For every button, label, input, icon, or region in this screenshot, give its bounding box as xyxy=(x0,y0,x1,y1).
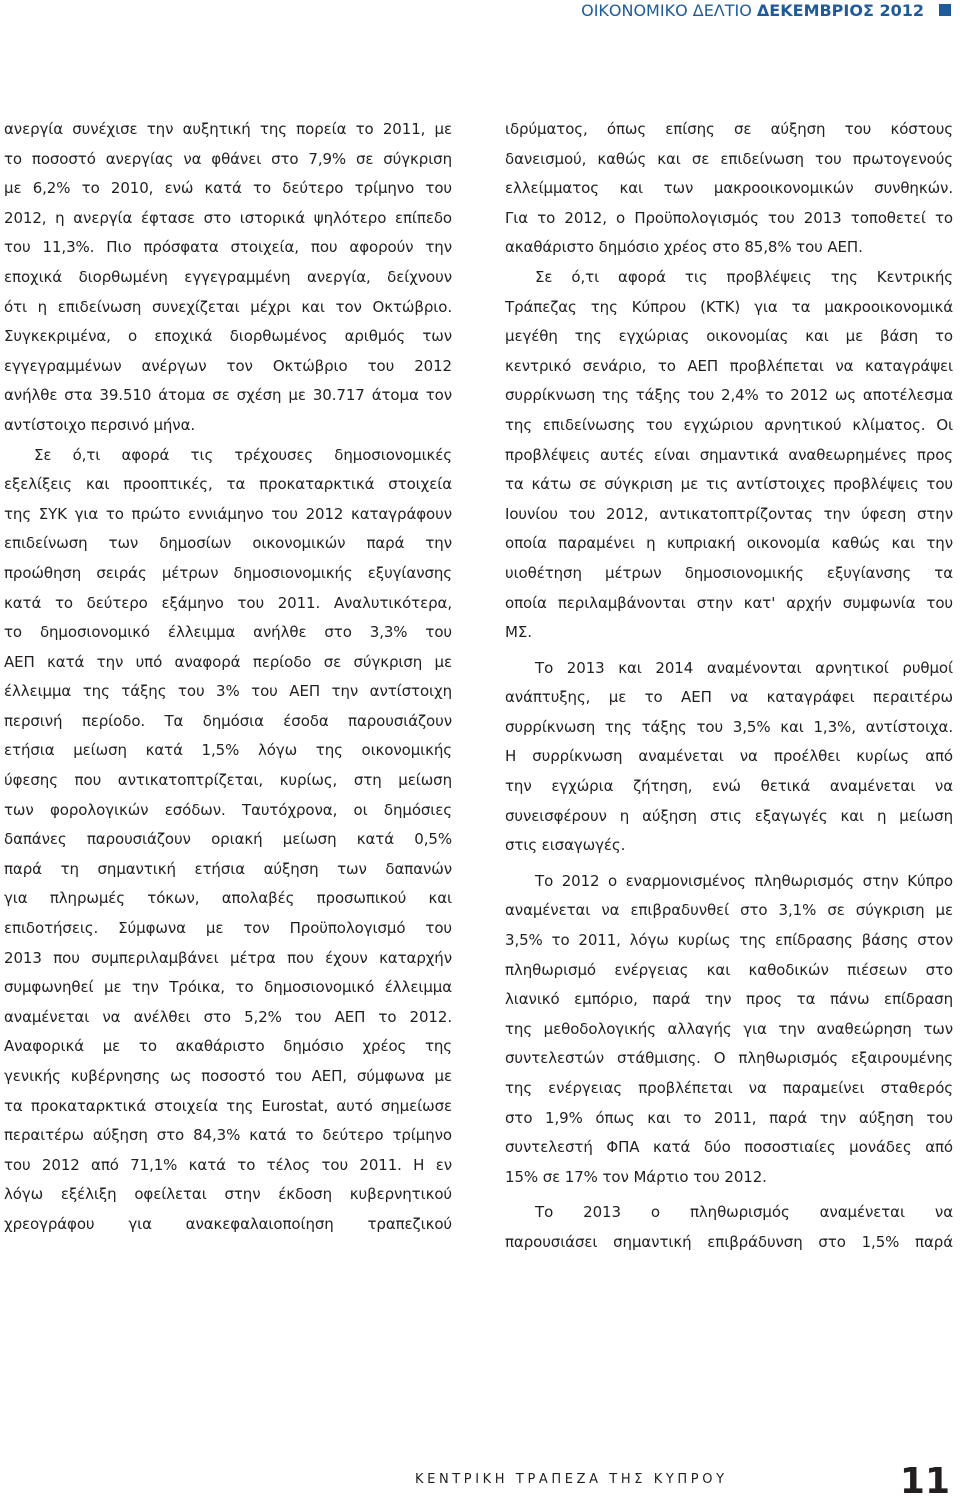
text-line: συρρίκνωση της τάξης του 2,4% το 2012 ως αποτέλεσμα xyxy=(505,386,953,405)
text-line: το ποσοστό ανεργίας να φθάνει στο 7,9% σε σύγκριση xyxy=(4,149,452,168)
text-line: στο 1,9% όπως και το 2011, παρά την αύξηση του xyxy=(505,1108,953,1127)
text-line: Συγκεκριμένα, ο εποχικά διορθωμένος αριθμός των xyxy=(4,327,452,346)
text-line: ΜΣ. xyxy=(505,623,532,642)
text-line: την εγχώρια ζήτηση, ενώ θετικά αναμένεται να xyxy=(505,777,953,796)
text-line: της ενέργειας προβλέπεται να παραμείνει σταθερός xyxy=(505,1079,953,1097)
footer-publisher: ΚΕΝΤΡΙΚΗ ΤΡΑΠΕΖΑ ΤΗΣ ΚΥΠΡΟΥ xyxy=(415,1472,728,1487)
text-line: αντίστοιχο περσινό μήνα. xyxy=(4,415,196,434)
text-line: ότι η επιδείνωση συνεχίζεται μέχρι και τον Οκτώβριο. xyxy=(4,297,452,316)
text-line: Το 2013 ο πληθωρισμός αναμένεται να xyxy=(535,1203,953,1222)
left-text-column xyxy=(4,115,452,1240)
text-line: δαπάνες παρουσιάζουν οριακή μείωση κατά 0,5% xyxy=(4,830,452,849)
text-line: του 2012 από 71,1% κατά το τέλος του 2011. Η εν xyxy=(4,1155,452,1174)
text-line: επιδοτήσεις. Σύμφωνα με τον Προϋπολογισμό του xyxy=(4,919,452,938)
text-line: επιδείνωση των δημοσίων οικονομικών παρά την xyxy=(4,534,452,553)
text-line: αναμένεται να επιβραδυνθεί στο 3,1% σε σύγκριση με xyxy=(505,901,953,920)
text-line: Σε ό,τι αφορά τις τρέχουσες δημοσιονομικές xyxy=(34,445,452,464)
text-line: λόγω εξέλιξη οφείλεται στην έκδοση κυβερνητικού xyxy=(4,1185,452,1204)
text-line: Τράπεζας της Κύπρου (ΚΤΚ) για τα μακροοικονομικά xyxy=(505,297,953,316)
text-line: αναμένεται να ανέλθει στο 5,2% του ΑΕΠ το 2012. xyxy=(4,1007,452,1026)
text-line: πληθωρισμό ενέργειας και καθοδικών πιέσεων στο xyxy=(505,960,953,979)
text-line: περσινή περίοδο. Τα δημόσια έσοδα παρουσιάζουν xyxy=(4,711,452,730)
right-text-column xyxy=(505,115,953,1258)
text-line: τα κάτω σε σύγκριση με τις αντίστοιχες προβλέψεις του xyxy=(505,475,953,494)
text-line: ανεργία συνέχισε την αυξητική της πορεία το 2011, με xyxy=(4,120,452,138)
text-line: στις εισαγωγές. xyxy=(505,836,626,855)
text-line: συντελεστών στάθμισης. Ο πληθωρισμός εξαιρουμένης xyxy=(505,1049,953,1068)
text-line: ανήλθε στα 39.510 άτομα σε σχέση με 30.717 άτομα τον xyxy=(4,386,452,405)
text-line: μεγέθη της εγχώριας οικονομίας και με βάση το xyxy=(505,327,953,346)
text-line: υιοθέτηση μέτρων δημοσιονομικής εξυγίανσης τα xyxy=(505,563,953,582)
text-line: 3,5% το 2011, λόγω κυρίως της επίδρασης βάσης στον xyxy=(505,931,953,950)
text-line: προώθηση σειράς μέτρων δημοσιονομικής εξυγίανσης xyxy=(4,563,452,582)
text-line: της ΣΥΚ για το πρώτο εννιάμηνο του 2012 καταγράφουν xyxy=(4,504,452,523)
text-line: Η συρρίκνωση αναμένεται να προέλθει κυρίως από xyxy=(505,747,953,766)
text-line: παρουσιάσει σημαντική επιβράδυνση στο 1,5% παρά xyxy=(505,1232,953,1251)
header-title xyxy=(581,1,924,21)
text-line: Αναφορικά με το ακαθάριστο δημόσιο χρέος της xyxy=(4,1037,452,1056)
text-line: του 11,3%. Πιο πρόσφατα στοιχεία, που αφορούν την xyxy=(4,238,452,257)
text-line: Σε ό,τι αφορά τις προβλέψεις της Κεντρικής xyxy=(535,267,953,286)
text-line: κεντρικό σενάριο, το ΑΕΠ προβλέπεται να καταγράψει xyxy=(505,356,953,375)
text-line: Ιουνίου του 2012, αντικατοπτρίζοντας την ύφεση στην xyxy=(505,504,953,523)
text-line: συνεισφέρουν η αύξηση στις εξαγωγές και η μείωση xyxy=(505,806,953,825)
page-header xyxy=(0,0,960,24)
text-line: 2012, η ανεργία έφτασε στο ιστορικά ψηλότερο επίπεδο xyxy=(4,208,452,227)
text-line: προβλέψεις αυτές είναι σημαντικά αναθεωρημένες προς xyxy=(505,445,953,464)
text-line: συρρίκνωση της τάξης του 3,5% και 1,3%, αντίστοιχα. xyxy=(505,717,953,736)
text-line: ετήσια μείωση κατά 1,5% λόγω της οικονομικής xyxy=(4,741,452,760)
text-line: ανάπτυξης, με το ΑΕΠ να καταγράφει περαιτέρω xyxy=(505,688,953,707)
text-line: εξελίξεις και προοπτικές, τα προκαταρκτικά στοιχεία xyxy=(4,475,452,494)
text-line: το δημοσιονομικό έλλειμμα ανήλθε στο 3,3% του xyxy=(4,623,452,642)
text-line: της μεθοδολογικής αλλαγής για την αναθεώρηση των xyxy=(505,1019,953,1038)
text-line: συμφωνηθεί με την Τρόικα, το δημοσιονομικό έλλειμμα xyxy=(4,978,452,997)
text-line: Το 2012 ο εναρμονισμένος πληθωρισμός στην Κύπρο xyxy=(535,871,953,890)
text-line: ύφεσης που αντικατοπτρίζεται, κυρίως, στη μείωση xyxy=(4,771,452,790)
text-line: συντελεστή ΦΠΑ κατά δύο ποσοστιαίες μονάδες από xyxy=(505,1138,953,1157)
header-publication: ΟΙΚΟΝΟΜΙΚΟ ΔΕΛΤΙΟ xyxy=(581,1,757,20)
text-line: έλλειμμα της τάξης του 3% του ΑΕΠ την αντίστοιχη xyxy=(4,682,452,701)
text-line: χρεογράφου για ανακεφαλαιοποίηση τραπεζικού xyxy=(4,1214,452,1233)
text-line: εποχικά διορθωμένη εγγεγραμμένη ανεργία, δείχνουν xyxy=(4,267,452,286)
text-line: ακαθάριστο δημόσιο χρέος στο 85,8% του ΑΕΠ. xyxy=(505,238,863,257)
text-line: Για το 2012, ο Προϋπολογισμός του 2013 τοποθετεί το xyxy=(505,208,953,227)
text-line: οποία παραμένει η κυπριακή οικονομία καθώς και την xyxy=(505,534,953,553)
text-line: περαιτέρω αύξηση στο 84,3% κατά το δεύτερο τρίμηνο xyxy=(4,1126,452,1145)
text-line: με 6,2% το 2010, ενώ κατά το δεύτερο τρίμηνο του xyxy=(4,179,452,198)
text-line: για πληρωμές τόκων, απολαβές προσωπικού και xyxy=(4,889,452,908)
text-line: της επιδείνωσης του εγχώριου αρνητικού κλίματος. Οι xyxy=(505,415,953,434)
page-number: 11 xyxy=(899,1461,950,1502)
text-line: 15% σε 17% τον Μάρτιο του 2012. xyxy=(505,1167,767,1186)
header-square-marker xyxy=(939,4,951,16)
text-line: τα προκαταρκτικά στοιχεία της Eurostat, αυτό σημείωσε xyxy=(4,1096,452,1115)
text-line: 2013 που συμπεριλαμβάνει μέτρα που έχουν καταρχήν xyxy=(4,948,452,967)
text-line: δανεισμού, καθώς και σε επιδείνωση του πρωτογενούς xyxy=(505,149,953,168)
text-line: ιδρύματος, όπως επίσης σε αύξηση του κόστους xyxy=(505,120,953,138)
text-line: παρά τη σημαντική ετήσια αύξηση των δαπανών xyxy=(4,859,452,878)
text-line: οποία περιλαμβάνονται στην κατ' αρχήν συμφωνία του xyxy=(505,593,953,612)
text-line: λιανικό εμπόριο, παρά την προς τα πάνω επίδραση xyxy=(505,990,953,1009)
text-line: γενικής κυβέρνησης ως ποσοστό του ΑΕΠ, σύμφωνα με xyxy=(4,1067,452,1085)
text-line: των φορολογικών εσόδων. Ταυτόχρονα, οι δημόσιες xyxy=(4,800,452,819)
text-line: Το 2013 και 2014 αναμένονται αρνητικοί ρυθμοί xyxy=(535,658,953,677)
text-line: ΑΕΠ κατά την υπό αναφορά περίοδο σε σύγκριση με xyxy=(4,652,452,671)
text-line: εγγεγραμμένων ανέργων τον Οκτώβριο του 2012 xyxy=(4,356,452,375)
text-line: κατά το δεύτερο εξάμηνο του 2011. Αναλυτικότερα, xyxy=(4,593,452,612)
header-issue: ΔΕΚΕΜΒΡΙΟΣ 2012 xyxy=(756,1,924,20)
text-line: ελλείμματος και των μακροοικονομικών συνθηκών. xyxy=(505,179,953,198)
